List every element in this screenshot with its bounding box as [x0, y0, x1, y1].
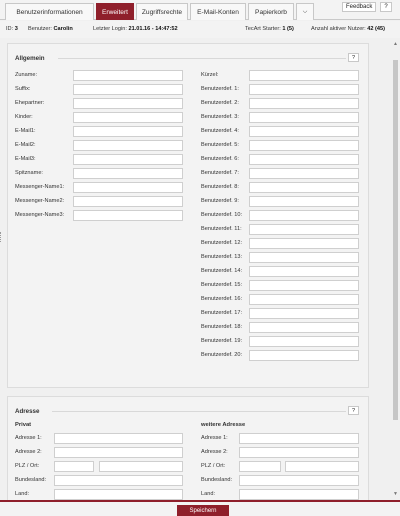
messenger-name3-input[interactable] — [73, 210, 183, 221]
privat-land-label: Land: — [15, 491, 29, 497]
tab-bar — [0, 0, 400, 20]
kinder-label: Kinder: — [15, 114, 33, 120]
benutzerdef-7-label: Benutzerdef. 7: — [201, 170, 239, 176]
weitere-land-input[interactable] — [239, 489, 359, 500]
kinder-input[interactable] — [73, 112, 183, 123]
benutzerdef-16-label: Benutzerdef. 16: — [201, 296, 243, 302]
weitere-adresse-1-input[interactable] — [239, 433, 359, 444]
kuerzel-label: Kürzel: — [201, 72, 219, 78]
privat-plz-ort-label: PLZ / Ort: — [15, 463, 40, 469]
weitere-plz-ort-ort-input[interactable] — [285, 461, 359, 472]
messenger-name1-input[interactable] — [73, 182, 183, 193]
tab-erweitert[interactable]: Erweitert — [96, 3, 134, 20]
last-login: Letzter Login: 21.01.16 - 14:47:52 — [93, 26, 178, 32]
suffix-label: Suffix: — [15, 86, 31, 92]
benutzerdef-3-label: Benutzerdef. 3: — [201, 114, 239, 120]
tab-benutzerinformationen[interactable]: Benutzerinformationen — [5, 3, 94, 20]
tab-more-button[interactable] — [296, 3, 314, 20]
privat-bundesland-label: Bundesland: — [15, 477, 47, 483]
ehepartner-label: Ehepartner: — [15, 100, 45, 106]
allgemein-help-button[interactable]: ? — [348, 53, 359, 62]
spitzname-input[interactable] — [73, 168, 183, 179]
feedback-button[interactable]: Feedback — [342, 2, 376, 12]
messenger-name2-input[interactable] — [73, 196, 183, 207]
allgemein-title: Allgemein — [15, 55, 45, 62]
benutzerdef-9-input[interactable] — [249, 196, 359, 207]
tab-papierkorb[interactable]: Papierkorb — [248, 3, 294, 20]
kuerzel-input[interactable] — [249, 70, 359, 81]
benutzerdef-1-input[interactable] — [249, 84, 359, 95]
scroll-down-icon[interactable]: ▼ — [393, 491, 398, 497]
benutzerdef-13-label: Benutzerdef. 13: — [201, 254, 243, 260]
weitere-adresse-2-label: Adresse 2: — [201, 449, 228, 455]
weitere-adresse-1-label: Adresse 1: — [201, 435, 228, 441]
privat-bundesland-input[interactable] — [54, 475, 183, 486]
benutzerdef-17-input[interactable] — [249, 308, 359, 319]
weitere-plz-ort-plz-input[interactable] — [239, 461, 281, 472]
ehepartner-input[interactable] — [73, 98, 183, 109]
benutzerdef-13-input[interactable] — [249, 252, 359, 263]
benutzerdef-18-label: Benutzerdef. 18: — [201, 324, 243, 330]
messenger-name3-label: Messenger-Name3: — [15, 212, 65, 218]
benutzerdef-17-label: Benutzerdef. 17: — [201, 310, 243, 316]
e-mail3-label: E-Mail3: — [15, 156, 36, 162]
weitere-bundesland-input[interactable] — [239, 475, 359, 486]
benutzerdef-19-label: Benutzerdef. 19: — [201, 338, 243, 344]
benutzerdef-5-label: Benutzerdef. 5: — [201, 142, 239, 148]
zuname-label: Zuname: — [15, 72, 38, 78]
e-mail3-input[interactable] — [73, 154, 183, 165]
benutzerdef-12-label: Benutzerdef. 12: — [201, 240, 243, 246]
benutzerdef-5-input[interactable] — [249, 140, 359, 151]
benutzerdef-18-input[interactable] — [249, 322, 359, 333]
allgemein-panel — [7, 43, 369, 388]
benutzerdef-10-input[interactable] — [249, 210, 359, 221]
benutzerdef-12-input[interactable] — [249, 238, 359, 249]
benutzerdef-7-input[interactable] — [249, 168, 359, 179]
benutzerdef-2-label: Benutzerdef. 2: — [201, 100, 239, 106]
e-mail1-label: E-Mail1: — [15, 128, 36, 134]
benutzerdef-11-label: Benutzerdef. 11: — [201, 226, 242, 232]
privat-plz-ort-ort-input[interactable] — [99, 461, 183, 472]
resize-handle[interactable] — [0, 232, 2, 242]
vertical-scrollbar[interactable] — [391, 38, 400, 500]
divider — [52, 411, 346, 412]
e-mail1-input[interactable] — [73, 126, 183, 137]
benutzerdef-15-label: Benutzerdef. 15: — [201, 282, 243, 288]
content-area — [0, 38, 390, 500]
benutzerdef-2-input[interactable] — [249, 98, 359, 109]
e-mail2-label: E-Mail2: — [15, 142, 36, 148]
user-name: Benutzer: Carolin — [28, 26, 73, 32]
benutzerdef-3-input[interactable] — [249, 112, 359, 123]
benutzerdef-4-input[interactable] — [249, 126, 359, 137]
benutzerdef-8-input[interactable] — [249, 182, 359, 193]
messenger-name2-label: Messenger-Name2: — [15, 198, 65, 204]
scroll-up-icon[interactable]: ▲ — [393, 41, 398, 47]
benutzerdef-11-input[interactable] — [249, 224, 359, 235]
e-mail2-input[interactable] — [73, 140, 183, 151]
benutzerdef-19-input[interactable] — [249, 336, 359, 347]
privat-land-input[interactable] — [54, 489, 183, 500]
starter-count: TecArt Starter: 1 (5) — [245, 26, 294, 32]
weitere-adresse-2-input[interactable] — [239, 447, 359, 458]
tab-email-konten[interactable]: E-Mail-Konten — [190, 3, 246, 20]
help-button[interactable]: ? — [380, 2, 392, 12]
privat-plz-ort-plz-input[interactable] — [54, 461, 94, 472]
benutzerdef-16-input[interactable] — [249, 294, 359, 305]
privat-adresse-1-label: Adresse 1: — [15, 435, 42, 441]
scrollbar-thumb[interactable] — [393, 60, 398, 420]
adresse-panel — [7, 396, 369, 500]
weitere-plz-ort-label: PLZ / Ort: — [201, 463, 226, 469]
benutzerdef-20-label: Benutzerdef. 20: — [201, 352, 243, 358]
chevron-down-icon: ⌵ — [302, 8, 308, 15]
benutzerdef-15-input[interactable] — [249, 280, 359, 291]
benutzerdef-6-input[interactable] — [249, 154, 359, 165]
zuname-input[interactable] — [73, 70, 183, 81]
benutzerdef-10-label: Benutzerdef. 10: — [201, 212, 243, 218]
privat-adresse-2-input[interactable] — [54, 447, 183, 458]
adresse-title: Adresse — [15, 408, 40, 415]
save-button[interactable]: Speichern — [177, 505, 229, 516]
suffix-input[interactable] — [73, 84, 183, 95]
benutzerdef-6-label: Benutzerdef. 6: — [201, 156, 239, 162]
privat-heading: Privat — [15, 422, 32, 428]
benutzerdef-14-input[interactable] — [249, 266, 359, 277]
benutzerdef-9-label: Benutzerdef. 9: — [201, 198, 239, 204]
benutzerdef-20-input[interactable] — [249, 350, 359, 361]
weitere-bundesland-label: Bundesland: — [201, 477, 233, 483]
divider — [58, 58, 346, 59]
bottom-bar — [0, 500, 400, 516]
benutzerdef-8-label: Benutzerdef. 8: — [201, 184, 239, 190]
weitere-adresse-heading: weitere Adresse — [201, 422, 246, 428]
privat-adresse-1-input[interactable] — [54, 433, 183, 444]
active-users-count: Anzahl aktiver Nutzer: 42 (45) — [311, 26, 386, 32]
benutzerdef-1-label: Benutzerdef. 1: — [201, 86, 239, 92]
user-id: ID: 3 — [6, 26, 18, 32]
messenger-name1-label: Messenger-Name1: — [15, 184, 65, 190]
spitzname-label: Spitzname: — [15, 170, 43, 176]
tab-zugriffsrechte[interactable]: Zugriffsrechte — [136, 3, 188, 20]
info-bar — [0, 21, 400, 38]
benutzerdef-14-label: Benutzerdef. 14: — [201, 268, 243, 274]
privat-adresse-2-label: Adresse 2: — [15, 449, 42, 455]
benutzerdef-4-label: Benutzerdef. 4: — [201, 128, 239, 134]
adresse-help-button[interactable]: ? — [348, 406, 359, 415]
weitere-land-label: Land: — [201, 491, 215, 497]
